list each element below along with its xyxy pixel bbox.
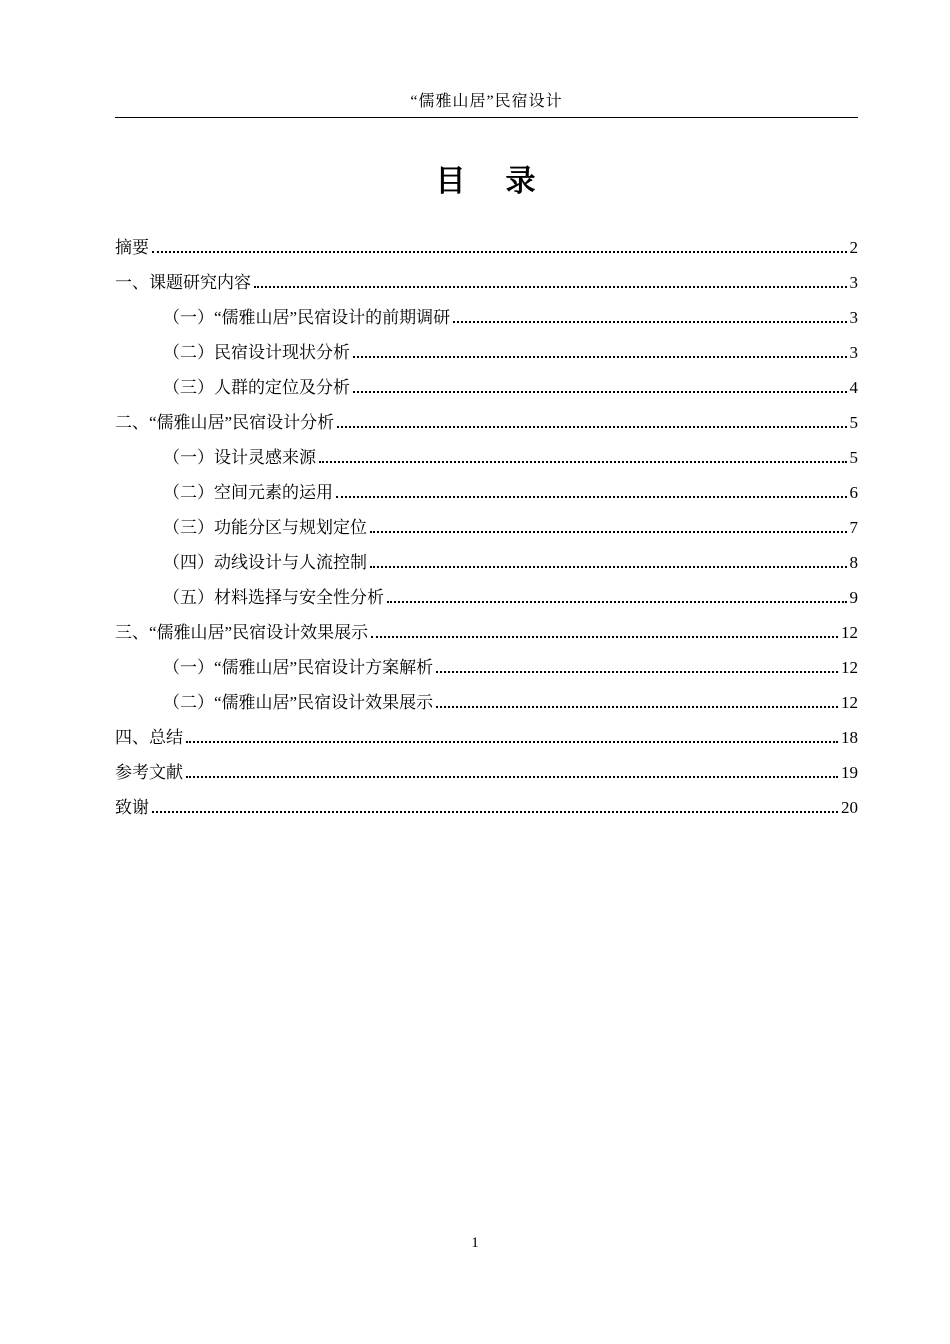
toc-page-number: 12 bbox=[841, 658, 858, 677]
toc-page-number: 3 bbox=[849, 308, 858, 327]
toc-entry[interactable] bbox=[115, 790, 858, 825]
footer-page-number: 1 bbox=[471, 1235, 479, 1251]
toc-page-number: 6 bbox=[849, 483, 858, 502]
toc-entry[interactable] bbox=[115, 475, 858, 510]
toc-page-number: 19 bbox=[841, 763, 858, 782]
toc-page-number: 2 bbox=[849, 238, 858, 257]
toc-page-number: 5 bbox=[849, 448, 858, 467]
toc-entry-label[interactable]: （一）设计灵感来源 bbox=[163, 448, 316, 467]
toc-dot-leader bbox=[453, 321, 846, 323]
toc-dot-leader bbox=[336, 496, 847, 498]
toc-entry[interactable] bbox=[115, 335, 858, 370]
toc-entry-label[interactable]: （二）“儒雅山居”民宿设计效果展示 bbox=[163, 693, 434, 712]
toc-entry-label[interactable]: 四、总结 bbox=[115, 728, 183, 747]
toc-dot-leader bbox=[152, 251, 847, 253]
toc-entry-label[interactable]: 三、“儒雅山居”民宿设计效果展示 bbox=[115, 623, 369, 642]
toc-entry[interactable] bbox=[115, 685, 858, 720]
toc-entry-label[interactable]: （二）空间元素的运用 bbox=[163, 483, 333, 502]
toc-dot-leader bbox=[436, 671, 838, 673]
toc-page-number: 5 bbox=[849, 413, 858, 432]
toc-page-number: 9 bbox=[849, 588, 858, 607]
toc-page-number: 8 bbox=[849, 553, 858, 572]
toc-entry-label[interactable]: （二）民宿设计现状分析 bbox=[163, 343, 350, 362]
toc-entry-label[interactable]: （一）“儒雅山居”民宿设计的前期调研 bbox=[163, 308, 451, 327]
toc-entry[interactable] bbox=[115, 650, 858, 685]
toc-entry-label[interactable]: （四）动线设计与人流控制 bbox=[163, 553, 367, 572]
toc-entry[interactable] bbox=[115, 265, 858, 300]
toc-dot-leader bbox=[254, 286, 847, 288]
toc-entry[interactable] bbox=[115, 230, 858, 265]
toc-dot-leader bbox=[353, 391, 847, 393]
toc-entry[interactable] bbox=[115, 440, 858, 475]
toc-entry[interactable] bbox=[115, 510, 858, 545]
toc-entry-label[interactable]: 致谢 bbox=[115, 798, 149, 817]
toc-page-number: 3 bbox=[849, 273, 858, 292]
toc-entry-label[interactable]: （三）人群的定位及分析 bbox=[163, 378, 350, 397]
toc-dot-leader bbox=[387, 601, 847, 603]
toc-entry[interactable] bbox=[115, 720, 858, 755]
toc-page-number: 20 bbox=[841, 798, 858, 817]
toc-page-number: 4 bbox=[849, 378, 858, 397]
toc-entry-label[interactable]: （五）材料选择与安全性分析 bbox=[163, 588, 384, 607]
toc-entry-label[interactable]: 一、课题研究内容 bbox=[115, 273, 251, 292]
toc-page-number: 7 bbox=[849, 518, 858, 537]
toc-dot-leader bbox=[353, 356, 847, 358]
toc-page-number: 12 bbox=[841, 693, 858, 712]
toc-dot-leader bbox=[152, 811, 838, 813]
toc-dot-leader bbox=[370, 566, 847, 568]
toc-entry[interactable] bbox=[115, 300, 858, 335]
toc-dot-leader bbox=[186, 776, 838, 778]
toc-dot-leader bbox=[436, 706, 838, 708]
table-of-contents bbox=[115, 230, 858, 825]
document-header: “儒雅山居”民宿设计 bbox=[115, 88, 858, 118]
toc-dot-leader bbox=[371, 636, 838, 638]
toc-entry[interactable] bbox=[115, 545, 858, 580]
toc-entry[interactable] bbox=[115, 615, 858, 650]
toc-entry-label[interactable]: （一）“儒雅山居”民宿设计方案解析 bbox=[163, 658, 434, 677]
toc-dot-leader bbox=[337, 426, 846, 428]
toc-entry[interactable] bbox=[115, 370, 858, 405]
toc-dot-leader bbox=[370, 531, 847, 533]
toc-entry-label[interactable]: 参考文献 bbox=[115, 763, 183, 782]
toc-title: 目 录 bbox=[435, 165, 538, 198]
toc-entry[interactable] bbox=[115, 755, 858, 790]
toc-entry[interactable] bbox=[115, 580, 858, 615]
toc-page-number: 18 bbox=[841, 728, 858, 747]
toc-entry[interactable] bbox=[115, 405, 858, 440]
toc-page-number: 3 bbox=[849, 343, 858, 362]
toc-entry-label[interactable]: （三）功能分区与规划定位 bbox=[163, 518, 367, 537]
toc-dot-leader bbox=[319, 461, 847, 463]
toc-dot-leader bbox=[186, 741, 838, 743]
toc-entry-label[interactable]: 二、“儒雅山居”民宿设计分析 bbox=[115, 413, 335, 432]
toc-entry-label[interactable]: 摘要 bbox=[115, 238, 149, 257]
toc-page-number: 12 bbox=[841, 623, 858, 642]
